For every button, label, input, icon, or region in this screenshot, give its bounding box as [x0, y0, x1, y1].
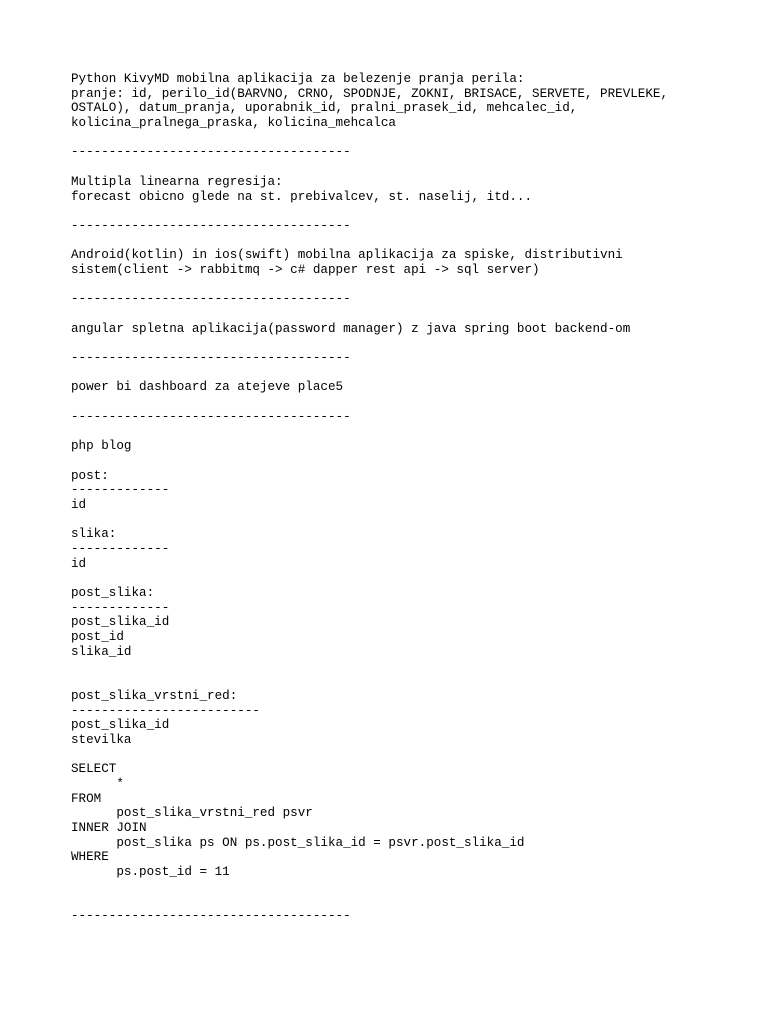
separator-line: ------------------------------------- — [71, 909, 351, 924]
text-line: power bi dashboard za atejeve place5 — [71, 380, 344, 395]
blank-line — [71, 160, 751, 175]
blank-line — [71, 748, 751, 763]
table-column: post_slika_id — [71, 718, 170, 733]
blank-line — [71, 307, 751, 322]
table-underline: ------------- — [71, 600, 170, 615]
text-line: Multipla linearna regresija: — [71, 174, 283, 189]
blank-line — [71, 366, 751, 381]
blank-line — [71, 660, 751, 675]
blank-line — [71, 234, 751, 249]
blank-line — [71, 278, 751, 293]
sql-line: * — [71, 777, 124, 791]
separator-line: ------------------------------------- — [71, 218, 351, 233]
sql-line: post_slika ps ON ps.post_slika_id = psvr.post_slika_id — [71, 835, 525, 850]
text-line: OSTALO), datum_pranja, uporabnik_id, pralni_prasek_id, mehcalec_id, — [71, 101, 578, 116]
text-line: sistem(client -> rabbitmq -> c# dapper rest api -> sql server) — [71, 262, 540, 277]
separator-line: ------------------------------------- — [71, 145, 351, 160]
separator-line: ------------------------------------- — [71, 351, 351, 366]
document-page — [71, 72, 751, 924]
blank-line — [71, 513, 751, 528]
separator-line: ------------------------------------- — [71, 409, 351, 424]
text-line: kolicina_pralnega_praska, kolicina_mehcalca — [71, 116, 396, 131]
blank-line — [71, 204, 751, 219]
sql-line: FROM — [71, 791, 102, 806]
blank-line — [71, 425, 751, 440]
blank-line — [71, 880, 751, 895]
text-line: forecast obicno glede na st. prebivalcev, st. naselij, itd... — [71, 189, 533, 204]
table-underline: ------------------------- — [71, 703, 260, 718]
table-column: post_slika_id — [71, 615, 170, 630]
sql-line: ps.post_id = 11 — [71, 865, 230, 880]
sql-line: INNER JOIN — [71, 821, 147, 836]
table-column: id — [71, 497, 87, 512]
table-column: id — [71, 556, 87, 571]
text-line: Android(kotlin) in ios(swift) mobilna aplikacija za spiske, distributivni — [71, 248, 623, 263]
blank-line — [71, 131, 751, 146]
sql-line: SELECT — [71, 762, 117, 777]
text-line: php blog — [71, 439, 132, 454]
table-underline: ------------- — [71, 483, 170, 498]
text-line: angular spletna aplikacija(password manager) z java spring boot backend-om — [71, 321, 631, 336]
sql-line: WHERE — [71, 850, 109, 865]
table-column: post_id — [71, 630, 124, 645]
blank-line — [71, 895, 751, 910]
blank-line — [71, 674, 751, 689]
blank-line — [71, 336, 751, 351]
separator-line: ------------------------------------- — [71, 292, 351, 307]
table-heading: post_slika_vrstni_red: — [71, 688, 238, 703]
blank-line — [71, 454, 751, 469]
table-heading: post_slika: — [71, 586, 155, 601]
table-column: slika_id — [71, 644, 132, 659]
table-heading: slika: — [71, 527, 117, 542]
blank-line — [71, 571, 751, 586]
table-underline: ------------- — [71, 542, 170, 556]
text-line: pranje: id, perilo_id(BARVNO, CRNO, SPODNJE, ZOKNI, BRISACE, SERVETE, PREVLEKE, — [71, 86, 669, 101]
sql-line: post_slika_vrstni_red psvr — [71, 806, 313, 821]
text-line: Python KivyMD mobilna aplikacija za belezenje pranja perila: — [71, 72, 525, 86]
table-heading: post: — [71, 468, 109, 483]
table-column: stevilka — [71, 732, 132, 747]
blank-line — [71, 395, 751, 410]
